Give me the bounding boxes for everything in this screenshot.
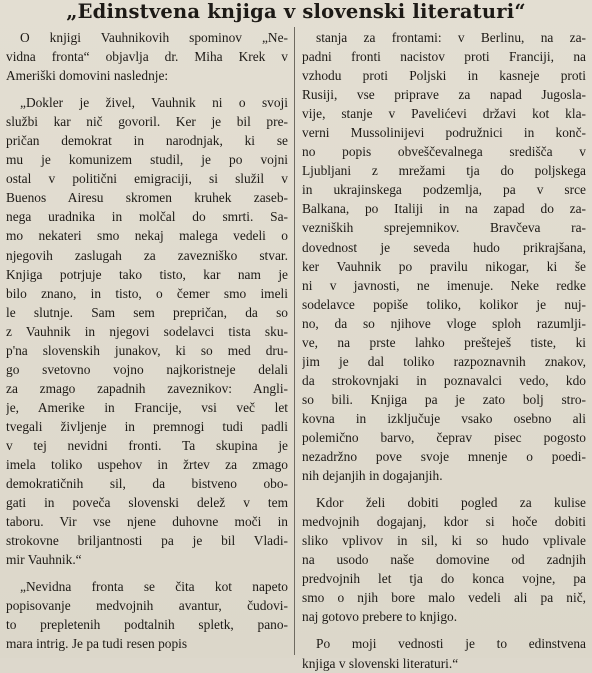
text-line: go svetovno vojno najkoristneje delali xyxy=(6,361,288,377)
text-line: Po moji vednosti je to edinstvena xyxy=(316,636,586,652)
text-line: tvegali življenje in premnogi tudi padli xyxy=(6,418,288,434)
text-line: Rusiji, vse priprave za napad Jugosla- xyxy=(302,87,586,103)
text-line: „Nevidna fronta se čita kot napeto xyxy=(20,579,288,595)
text-line: mu je komunizem studil, je po vojni xyxy=(6,152,288,168)
text-line: nezadržno pove svoje mnenje o poedi- xyxy=(302,449,586,465)
text-line: z Vauhnik in njegovi sodelavci tista sku- xyxy=(6,323,288,339)
text-line: Kdor želi dobiti pogled za kulise xyxy=(316,495,586,511)
article-paragraph xyxy=(6,93,288,569)
text-line: le slutnje. Sam sem prepričan, da so xyxy=(6,304,288,320)
text-line: mara intrig. Je pa tudi resen popis xyxy=(6,636,188,652)
text-line: za zmago zapadnih zaveznikov: Angli- xyxy=(6,380,288,396)
text-line: padni fronti nacistov proti Franciji, na xyxy=(302,49,586,65)
text-line: je, Amerike in Francije, vsi več let xyxy=(6,399,288,415)
text-line: stanja za frontami: v Berlinu, na za- xyxy=(316,30,586,45)
article-paragraph xyxy=(302,493,586,626)
text-line: jim je dal toliko razpoznavnih znakov, xyxy=(302,353,586,369)
text-line: medvojnih dogajanj, kdor si hoče dobiti xyxy=(302,514,586,530)
text-line: predvojnih let tja do konca vojne, pa xyxy=(302,571,586,587)
text-line: so bili. Knjiga pa je zato bolj stro- xyxy=(302,391,586,407)
text-line: verni Mussolinijevi podružnici in konč- xyxy=(302,125,586,141)
text-line: taboru. Vir vse njene duhovne moči in xyxy=(6,514,288,530)
text-line: strokovne briljantnosti pa je bil Vladi- xyxy=(6,533,288,549)
text-line: Buenos Airesu skromen kruhek zaseb- xyxy=(6,190,288,206)
text-line: ostal v politični emigraciji, si služil v xyxy=(6,171,288,187)
text-line: da strokovnjaki in poznavalci vedo, kdo xyxy=(302,372,586,388)
text-line: naj gotovo prebere to knjigo. xyxy=(302,609,458,625)
text-line: Ljubljani z mrežami tja do poljskega xyxy=(302,163,586,179)
article-paragraph xyxy=(6,28,288,85)
text-line: nega uradnika in molčal do smrti. Sa- xyxy=(6,209,288,225)
text-line: njegovih zaslugah za zavezniško stvar. xyxy=(6,247,288,263)
article-paragraph xyxy=(302,28,586,485)
text-line: O knjigi Vauhnikovih spominov „Ne- xyxy=(20,30,288,45)
text-line: vije, stanje v Pavelićevi državi kot kla- xyxy=(302,106,586,122)
text-line: Balkana, po Italiji in na zapad do za- xyxy=(302,201,586,217)
text-line: sliko vplivov in sil, ki so hudo vplivale xyxy=(302,533,586,549)
text-line: vezniških sprejemnikov. Bravčeva ra- xyxy=(302,220,586,236)
text-line: Ameriški domovini naslednje: xyxy=(6,68,169,84)
text-line: na usodo naše domovine od zadnjih xyxy=(302,552,586,568)
text-line: popisovanje medvojnih avantur, čudovi- xyxy=(6,598,288,614)
text-line: v tej nevidni fronti. Ta skupina je xyxy=(6,437,288,453)
text-line: no popis obveščevalnega središča v xyxy=(302,144,586,160)
text-line: demokratičnih sil, da bistveno obo- xyxy=(6,476,288,492)
article-paragraph xyxy=(6,577,288,653)
text-line: p'na slovenskih junakov, ki so med dru- xyxy=(6,342,288,358)
text-line: pričan demokrat in narodnjak, ki se xyxy=(6,133,288,149)
text-line: vidna fronta“ objavlja dr. Miha Krek v xyxy=(6,49,288,65)
text-line: in ukrajinskega podzemlja, pa v srce xyxy=(302,182,586,198)
text-line: ve, na prste lahko prešteješ tiste, ki xyxy=(302,334,586,350)
text-line: no, da so njihove vloge sploh razumlji- xyxy=(302,315,586,331)
text-line: vzhodu proti Poljski in kasneje proti xyxy=(302,68,586,84)
text-line: bilo znano, in tisto, o čemer smo imeli xyxy=(6,285,288,301)
text-line: ni v javnosti, ne imenuje. Neke redke xyxy=(302,277,586,293)
article-column-right xyxy=(302,28,586,673)
article-column-left xyxy=(6,28,288,654)
text-line: imela toliko uspehov in žrtev za zmago xyxy=(6,457,288,473)
column-divider xyxy=(294,27,295,655)
text-line: Knjiga potrjuje tako tisto, kar nam je xyxy=(6,266,288,282)
text-line: kovna in izključuje vsako osebno ali xyxy=(302,410,586,426)
text-line: mir Vauhnik.“ xyxy=(6,552,82,568)
article-headline: „Edinstvena knjiga v slovenski literaturi“ xyxy=(66,0,526,23)
text-line: mo nekateri smo nekaj malega vedeli o xyxy=(6,228,288,244)
text-line: nih dejanjih in dogajanjih. xyxy=(302,468,443,484)
text-line: dovednost je seveda hudo prikrajšana, xyxy=(302,239,586,255)
article-paragraph xyxy=(302,634,586,672)
text-line: polemično barvo, čeprav pisec pogosto xyxy=(302,429,586,445)
text-line: „Dokler je živel, Vauhnik ni o svoji xyxy=(20,95,288,111)
text-line: sodelavce popiše toliko, kolikor je nuj- xyxy=(302,296,586,312)
text-line: knjiga v slovenski literaturi.“ xyxy=(302,655,459,671)
text-line: ker Vauhnik po pravilu nikogar, ki še xyxy=(302,258,586,274)
text-line: službi kar nič govoril. Ker je bil pre- xyxy=(6,114,288,130)
text-line: gati in poveča slovenski delež v tem xyxy=(6,495,288,511)
text-line: smo o njih bore malo vedeli ali pa nič, xyxy=(302,590,586,606)
text-line: to prepletenih podtalnih spletk, pano- xyxy=(6,617,288,633)
